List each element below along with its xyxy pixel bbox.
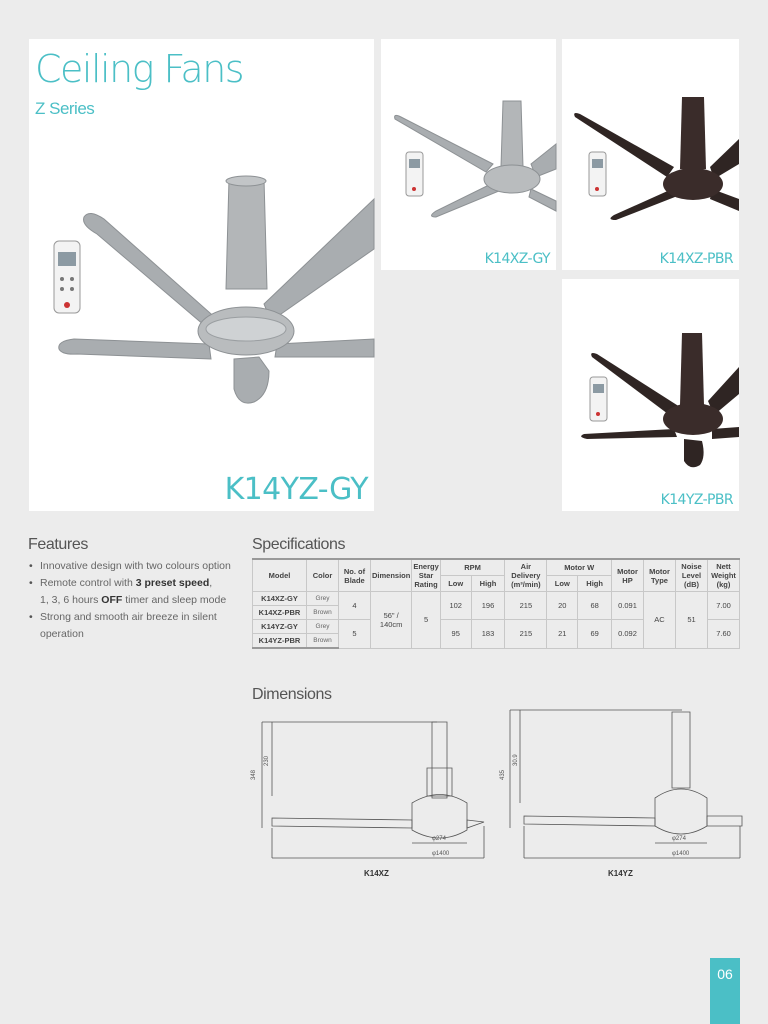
col-header: Low [440,576,471,592]
dimension-label: φ1400 [432,851,450,857]
page-number: 06 [710,958,740,1024]
features-title: Features [28,536,88,553]
thumb-panel-k14xz-gy [381,39,556,270]
col-header: RPM [440,559,505,576]
specifications-section [252,536,740,649]
dimension-label: 230 [264,755,270,766]
fan-image-k14yz-gy [29,39,374,511]
table-row: K14XZ-GY Grey 4 56" / 140cm 5 102 196 215 20 68 0.091 AC 51 7.00 [253,592,740,606]
col-header: High [471,576,505,592]
col-header: High [578,576,612,592]
dimension-label: φ274 [432,836,446,842]
table-row: K14YZ-GY Grey 5 95 183 215 21 69 0.092 7.60 [253,620,740,634]
remote-control-icon [589,152,606,196]
specifications-title: Specifications [252,536,346,553]
dimension-label: 348 [251,769,257,780]
fan-image-k14yz-pbr [562,279,739,511]
col-header: No. of Blade [339,559,371,592]
drawing-k14yz [510,710,742,858]
hero-panel [29,39,374,511]
features-list [28,558,238,643]
series-subtitle: Z Series [35,99,95,118]
dimensions-section [252,686,742,888]
col-header: Motor HP [612,559,644,592]
fan-image-k14xz-gy [381,39,556,270]
thumb-model-label: K14XZ-GY [484,251,550,267]
col-header: Model [253,559,307,592]
col-header: Noise Level (dB) [676,559,708,592]
col-header: Motor Type [644,559,676,592]
col-header: Low [547,576,578,592]
dimension-drawings [252,708,742,888]
table-row: K14YZ-PBR Brown [253,634,740,649]
feature-item: • Remote control with 3 preset speed, 1, 3, 6 hours OFF timer and sleep mode [28,575,238,609]
dimensions-title: Dimensions [252,686,332,703]
table-row: K14XZ-PBR Brown [253,606,740,620]
feature-item: • Innovative design with two colours option [28,558,238,575]
col-header: Color [307,559,339,592]
remote-control-icon [590,377,607,421]
drawing-label: K14YZ [608,869,633,878]
features-section [28,536,238,643]
thumb-model-label: K14XZ-PBR [659,251,733,267]
dimension-label: φ1400 [672,851,690,857]
thumb-model-label: K14YZ-PBR [660,492,733,508]
col-header: Energy Star Rating [412,559,440,592]
fan-image-k14xz-pbr [562,39,739,270]
drawing-k14xz [262,722,484,858]
col-header: Motor W [547,559,612,576]
remote-control-icon [54,241,80,313]
remote-control-icon [406,152,423,196]
specifications-table [252,558,740,649]
dimension-label: 435 [500,769,506,780]
drawing-label: K14XZ [364,869,389,878]
feature-item: • Strong and smooth air breeze in silent operation [28,609,238,643]
dimension-label: φ274 [672,836,686,842]
thumb-panel-k14xz-pbr [562,39,739,270]
dimension-label: 30.9 [513,754,519,766]
col-header: Dimension [371,559,412,592]
page-title: Ceiling Fans [35,47,244,91]
thumb-panel-k14yz-pbr [562,279,739,511]
hero-model-label: K14YZ-GY [224,472,368,507]
col-header: Air Delivery (m³/min) [505,559,547,592]
col-header: Nett Weight (kg) [708,559,740,592]
